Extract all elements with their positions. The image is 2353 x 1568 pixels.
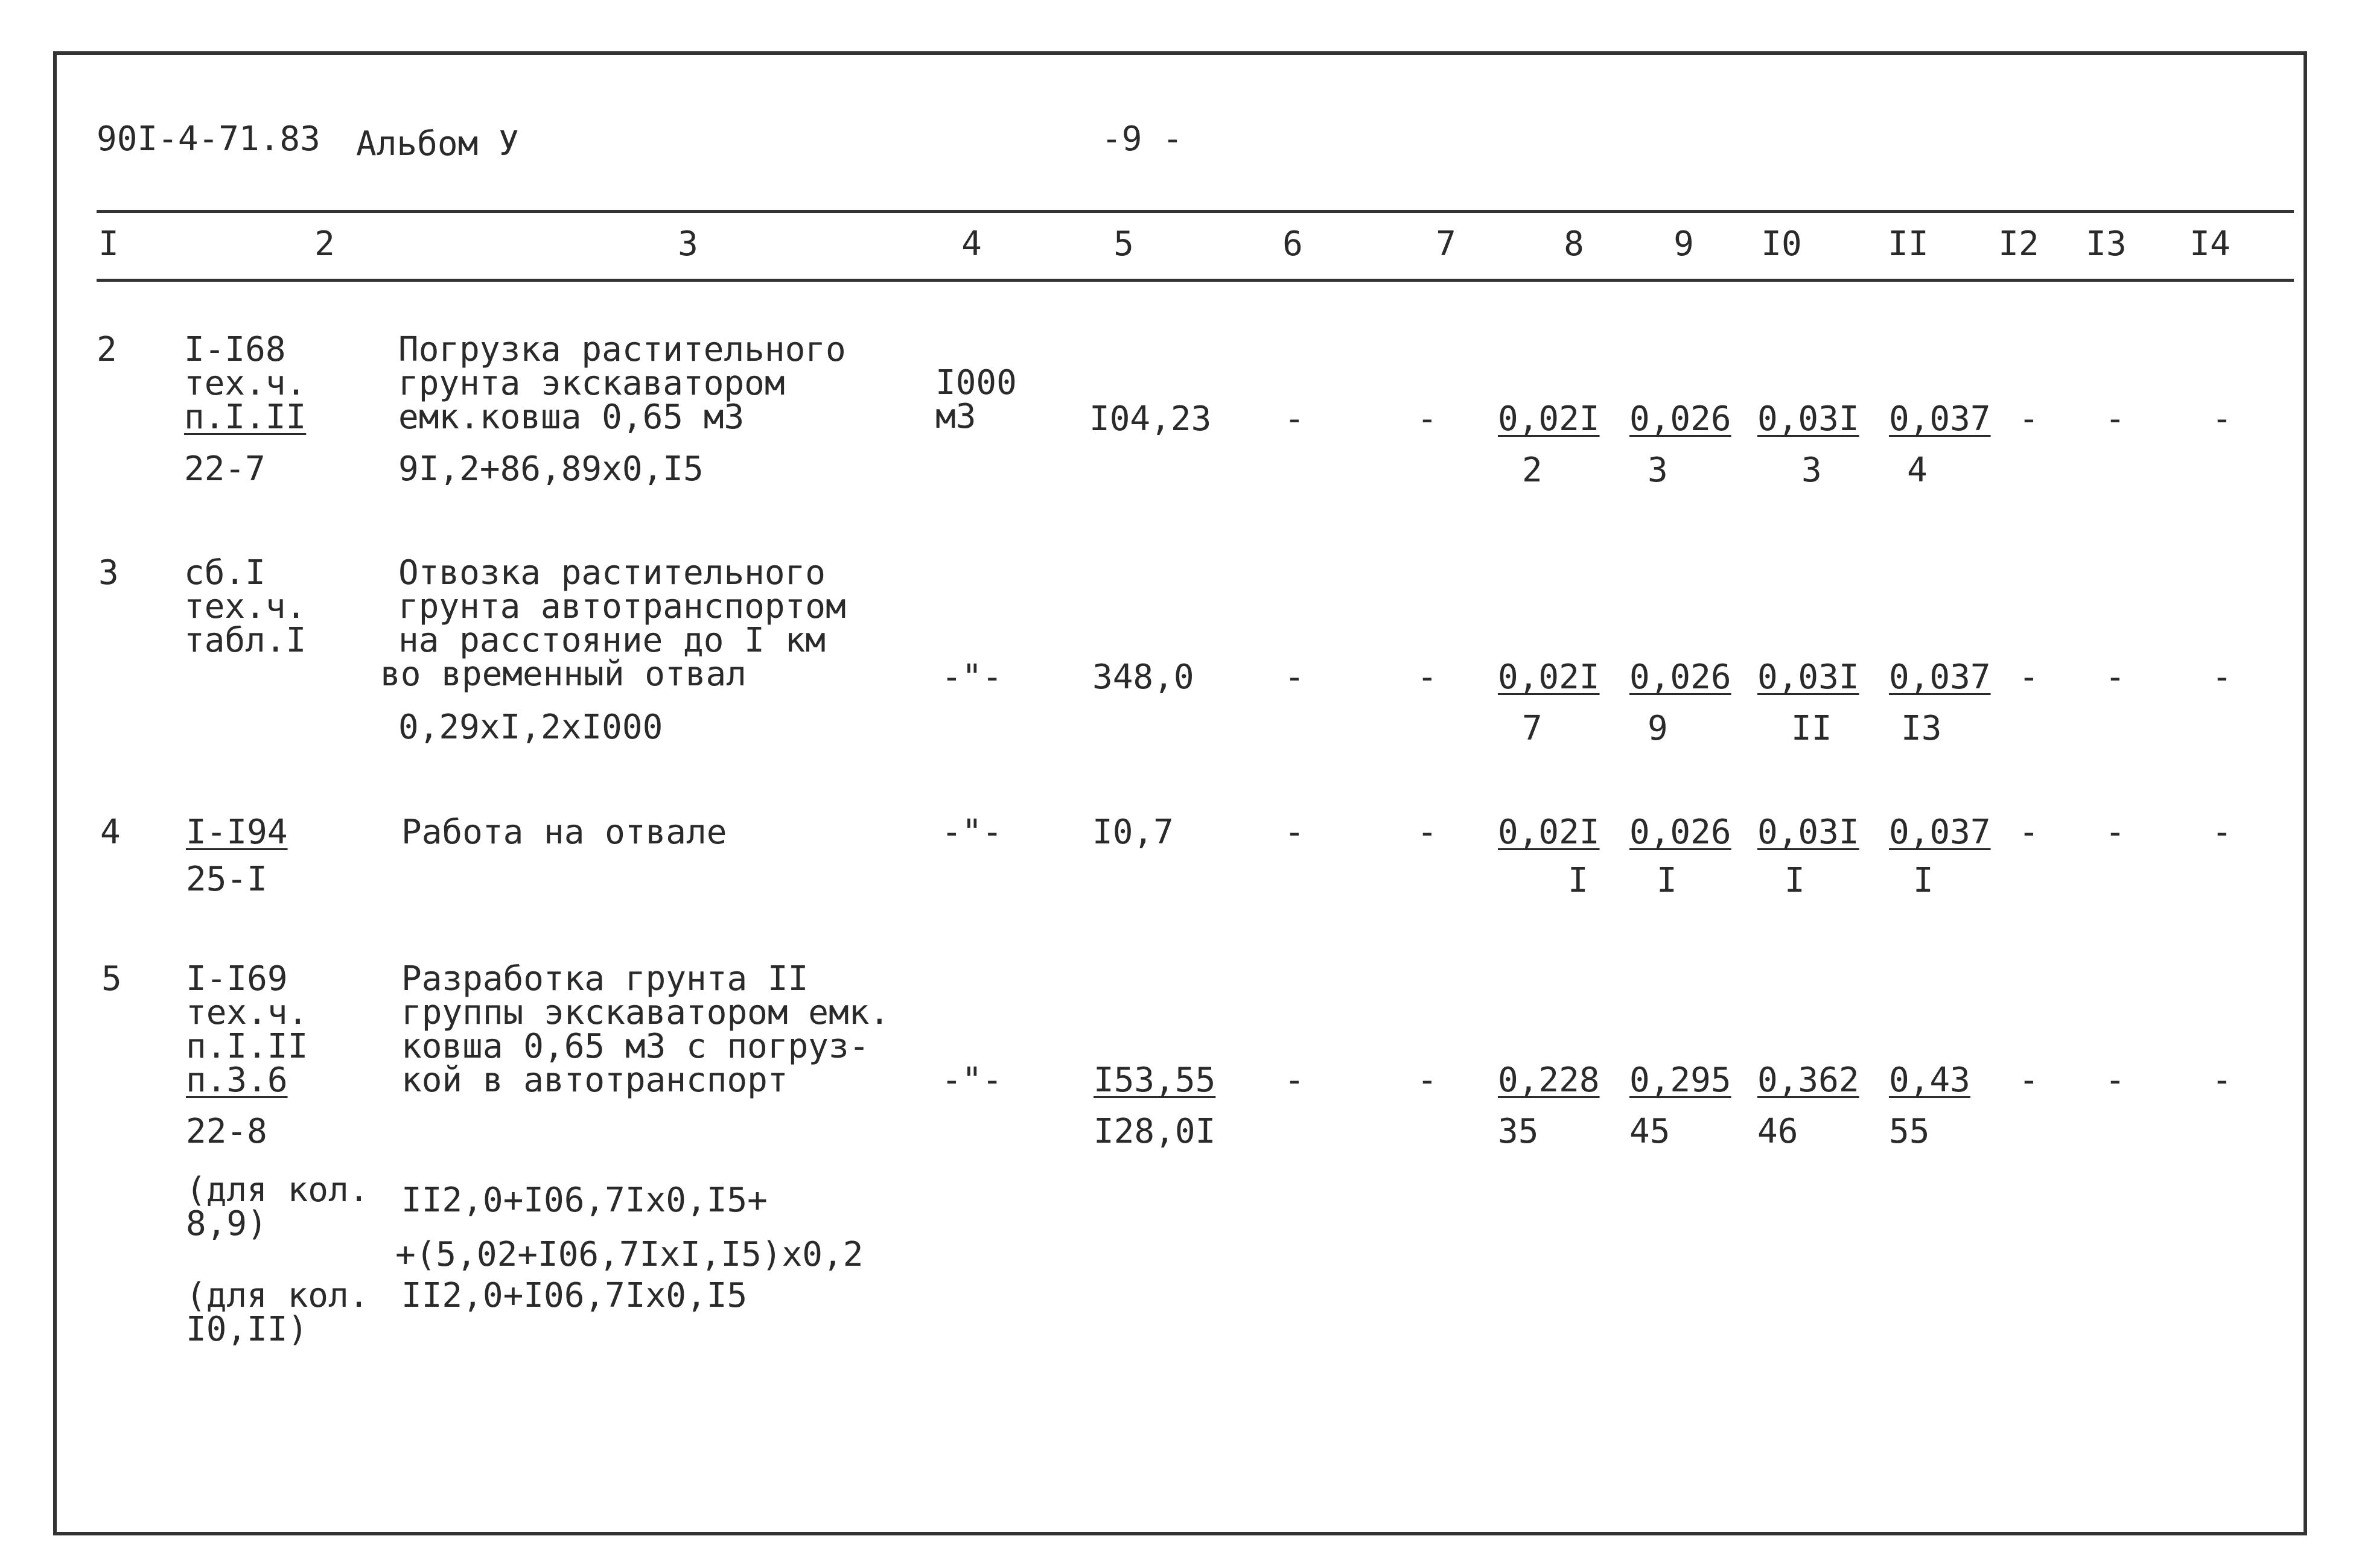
- col9-value: 0,295: [1629, 1061, 1731, 1100]
- col12-value: -: [2019, 658, 2039, 697]
- column-header: I2: [1998, 224, 2039, 264]
- note-label-line: (для кол.: [186, 1276, 369, 1315]
- description-line: Погрузка растительного: [398, 330, 846, 369]
- description-line: Отвозка растительного: [398, 553, 826, 592]
- col7-value: -: [1417, 658, 1438, 697]
- col11-sub: 4: [1907, 451, 1928, 490]
- col9-sub: 9: [1648, 709, 1668, 748]
- col10-value: 0,03I: [1757, 658, 1859, 697]
- row-number: 3: [98, 553, 119, 592]
- col13-value: -: [2105, 813, 2125, 852]
- column-header: 6: [1282, 224, 1303, 264]
- norm-reference: [184, 553, 307, 660]
- col14-value: -: [2212, 1061, 2232, 1100]
- page-number: -9 -: [1101, 119, 1183, 159]
- note-label-line: I0,II): [186, 1310, 308, 1349]
- col11-sub: I3: [1901, 709, 1942, 748]
- work-description: [380, 553, 846, 694]
- col11-sub: I: [1913, 861, 1934, 900]
- column-header: 7: [1436, 224, 1456, 264]
- norm-ref-line: тех.ч.: [186, 993, 308, 1032]
- album-label: Альбом У: [356, 124, 519, 163]
- norm-ref-line: п.I.II: [186, 1027, 308, 1066]
- column-header: I4: [2189, 224, 2230, 264]
- description-line: емк.ковша 0,65 м3: [398, 398, 745, 437]
- col9-value: 0,026: [1629, 813, 1731, 852]
- description-line: группы экскаватором емк.: [401, 993, 890, 1032]
- unit-of-measure: -"-: [941, 1061, 1003, 1100]
- volume-value: I53,55: [1094, 1061, 1216, 1100]
- unit-line: м3: [935, 397, 976, 436]
- col8-sub: 2: [1522, 451, 1543, 490]
- description-line: кой в автотранспорт: [401, 1061, 788, 1100]
- col8-sub: I: [1568, 861, 1588, 900]
- column-header: 5: [1113, 224, 1134, 264]
- volume-value: 348,0: [1092, 658, 1194, 697]
- col9-value: 0,026: [1629, 399, 1731, 439]
- description-line: ковша 0,65 м3 с погруз-: [401, 1027, 870, 1066]
- col6-value: -: [1284, 399, 1305, 439]
- col10-sub: I: [1785, 861, 1805, 900]
- column-note-formula: [395, 1173, 864, 1281]
- col9-sub: 3: [1648, 451, 1668, 490]
- col8-sub: 7: [1522, 709, 1543, 748]
- col12-value: -: [2019, 399, 2039, 439]
- col13-value: -: [2105, 1061, 2125, 1100]
- document-sheet: [53, 51, 2307, 1535]
- col8-value: 0,02I: [1498, 658, 1600, 697]
- norm-reference: I-I94: [186, 813, 288, 852]
- unit-of-measure: -"-: [941, 813, 1003, 852]
- col12-value: -: [2019, 1061, 2039, 1100]
- column-header: I3: [2086, 224, 2127, 264]
- description-line: грунта автотранспортом: [398, 587, 846, 626]
- col11-sub: 55: [1889, 1112, 1930, 1151]
- row-number: 2: [97, 330, 117, 369]
- work-description: [401, 959, 890, 1100]
- unit-of-measure: -"-: [941, 658, 1003, 697]
- col11-value: 0,43: [1889, 1061, 1970, 1100]
- norm-ref-line: тех.ч.: [184, 364, 307, 403]
- norm-ref-line: табл.I: [184, 621, 307, 660]
- document-code: 90I-4-71.83: [97, 119, 320, 159]
- col10-sub: 46: [1757, 1112, 1798, 1151]
- norm-reference: [186, 959, 308, 1100]
- volume-value: I04,23: [1089, 399, 1212, 439]
- col10-sub: II: [1791, 709, 1832, 748]
- col9-sub: I: [1657, 861, 1677, 900]
- norm-ref-line: сб.I: [184, 553, 266, 592]
- col13-value: -: [2105, 399, 2125, 439]
- col6-value: -: [1284, 658, 1305, 697]
- column-header: 4: [961, 224, 982, 264]
- table-header-rule: [97, 279, 2294, 282]
- calc-formula: 0,29хI,2хI000: [398, 708, 663, 747]
- col7-value: -: [1417, 399, 1438, 439]
- col14-value: -: [2212, 658, 2232, 697]
- col13-value: -: [2105, 658, 2125, 697]
- col14-value: -: [2212, 399, 2232, 439]
- description-line: Разработка грунта II: [401, 959, 809, 998]
- col11-value: 0,037: [1889, 658, 1991, 697]
- col8-value: 0,02I: [1498, 399, 1600, 439]
- row-number: 4: [100, 813, 121, 852]
- calc-formula: 9I,2+86,89х0,I5: [398, 449, 704, 489]
- norm-ref-line: п.I.II: [184, 398, 307, 437]
- col10-value: 0,03I: [1757, 813, 1859, 852]
- column-header: 8: [1564, 224, 1584, 264]
- col8-value: 0,228: [1498, 1061, 1600, 1100]
- col14-value: -: [2212, 813, 2232, 852]
- col10-value: 0,03I: [1757, 399, 1859, 439]
- col10-value: 0,362: [1757, 1061, 1859, 1100]
- norm-code: 25-I: [186, 860, 267, 899]
- norm-reference: [184, 330, 307, 437]
- norm-ref-line: I-I68: [184, 330, 286, 369]
- col10-sub: 3: [1801, 451, 1822, 490]
- column-header: 2: [314, 224, 335, 264]
- unit-line: I000: [935, 363, 1017, 402]
- column-header: I: [98, 224, 119, 264]
- description-line: на расстояние до I км: [398, 621, 826, 660]
- norm-ref-line: тех.ч.: [184, 587, 307, 626]
- col12-value: -: [2019, 813, 2039, 852]
- work-description: [398, 330, 846, 437]
- note-formula-line: II2,0+I06,7Iх0,I5+: [401, 1181, 768, 1220]
- norm-ref-line: п.3.6: [186, 1061, 288, 1100]
- norm-code: 22-7: [184, 449, 266, 489]
- col6-value: -: [1284, 1061, 1305, 1100]
- column-note-label: [186, 1276, 369, 1349]
- col11-value: 0,037: [1889, 813, 1991, 852]
- unit-of-measure: [935, 363, 1017, 436]
- description-line: грунта экскаватором: [398, 364, 785, 403]
- col9-sub: 45: [1629, 1112, 1670, 1151]
- column-header: 9: [1673, 224, 1694, 264]
- column-note-label: [186, 1170, 369, 1243]
- row-number: 5: [101, 959, 122, 998]
- col6-value: -: [1284, 813, 1305, 852]
- column-header: II: [1888, 224, 1929, 264]
- col11-value: 0,037: [1889, 399, 1991, 439]
- norm-ref-line: I-I69: [186, 959, 288, 998]
- column-note-formula: II2,0+I06,7Iх0,I5: [401, 1276, 748, 1315]
- work-description: Работа на отвале: [401, 813, 727, 852]
- note-formula-line: +(5,02+I06,7IхI,I5)х0,2: [395, 1234, 864, 1274]
- norm-code: 22-8: [186, 1112, 267, 1151]
- col8-value: 0,02I: [1498, 813, 1600, 852]
- note-label-line: (для кол.: [186, 1170, 369, 1210]
- note-label-line: 8,9): [186, 1204, 267, 1243]
- col7-value: -: [1417, 1061, 1438, 1100]
- column-header: 3: [678, 224, 698, 264]
- volume-value: I0,7: [1092, 813, 1174, 852]
- description-line: во временный отвал: [380, 655, 747, 694]
- column-header: I0: [1761, 224, 1802, 264]
- col7-value: -: [1417, 813, 1438, 852]
- col8-sub: 35: [1498, 1112, 1539, 1151]
- table-top-rule: [97, 210, 2294, 213]
- volume-value-alt: I28,0I: [1094, 1112, 1216, 1151]
- col9-value: 0,026: [1629, 658, 1731, 697]
